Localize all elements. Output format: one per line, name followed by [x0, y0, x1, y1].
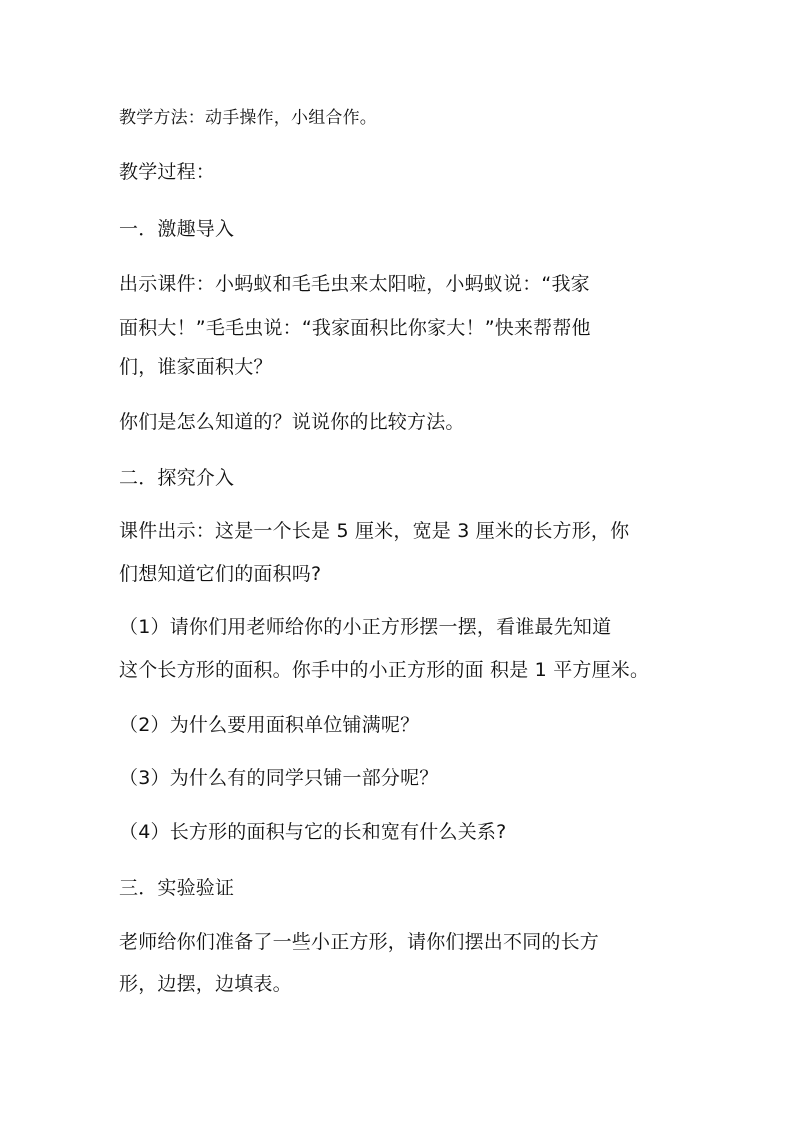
question-item: （3）为什么有的同学只铺一部分呢？ [119, 767, 439, 789]
paragraph-line: 形，边摆，边填表。 [119, 973, 292, 995]
teaching-method: 教学方法：动手操作，小组合作。 [119, 108, 377, 128]
section-one-heading: 一．激趣导入 [119, 218, 235, 240]
section-two-heading: 二．探究介入 [119, 467, 235, 489]
paragraph-line: 老师给你们准备了一些小正方形，请你们摆出不同的长方 [119, 931, 600, 953]
paragraph-line: 你们是怎么知道的？说说你的比较方法。 [119, 411, 465, 433]
paragraph-line: 们，谁家面积大？ [119, 356, 273, 378]
question-item: （4）长方形的面积与它的长和宽有什么关系? [119, 821, 507, 843]
paragraph-line: 们想知道它们的面积吗? [119, 563, 322, 585]
question-item: （1）请你们用老师给你的小正方形摆一摆，看谁最先知道 [119, 616, 612, 638]
teaching-process-heading: 教学过程： [119, 161, 216, 183]
paragraph-line: 这个长方形的面积。你手中的小正方形的面 积是 1 平方厘米。 [119, 659, 650, 681]
question-item: （2）为什么要用面积单位铺满呢？ [119, 714, 420, 736]
paragraph-line: 面积大！”毛毛虫说：“我家面积比你家大！”快来帮帮他 [119, 317, 591, 339]
paragraph-line: 课件出示：这是一个长是 5 厘米，宽是 3 厘米的长方形，你 [119, 520, 630, 542]
paragraph-line: 出示课件：小蚂蚁和毛毛虫来太阳啦，小蚂蚁说：“我家 [119, 273, 590, 295]
section-three-heading: 三．实验验证 [119, 877, 235, 899]
